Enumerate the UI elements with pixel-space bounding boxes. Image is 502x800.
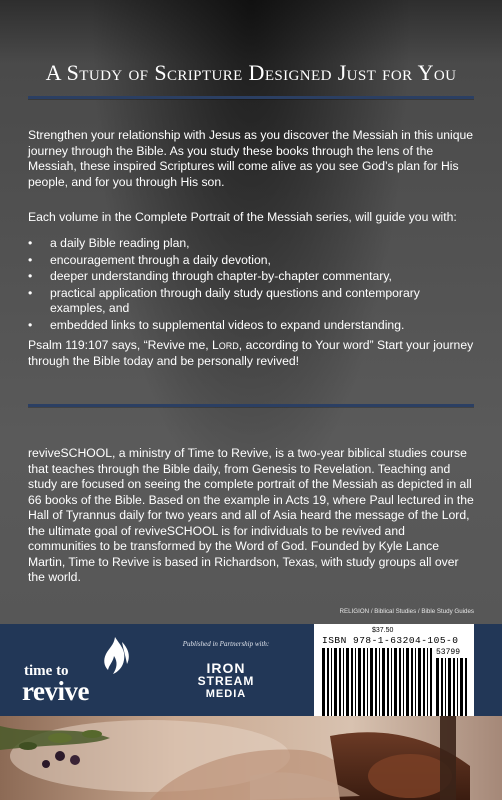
iron-stream-line-1: IRON <box>206 660 246 676</box>
bisac-category: RELIGION / Biblical Studies / Bible Study Guides <box>339 608 474 615</box>
feature-text: deeper understanding through chapter-by-chapter commentary, <box>50 269 392 283</box>
flame-icon <box>98 636 132 676</box>
feature-text: a daily Bible reading plan, <box>50 236 190 250</box>
iron-stream-line-2: STREAM <box>197 674 255 688</box>
bullet-icon: • <box>28 285 33 300</box>
psalm-paragraph <box>28 338 476 369</box>
feature-item <box>28 318 476 334</box>
cover-headline: A Study of Scripture Designed Just for You <box>45 60 457 85</box>
barcode-addon-label: 53799 <box>436 648 461 657</box>
bullet-icon: • <box>28 269 33 283</box>
partner-label: Published in Partnership with: <box>182 640 270 648</box>
volume-intro <box>28 210 476 226</box>
intro-paragraph <box>28 128 476 190</box>
isbn-label: ISBN 978-1-63204-105-0 <box>322 635 459 646</box>
time-to-revive-logo <box>22 636 142 706</box>
psalm-text <box>28 338 476 369</box>
feature-item <box>28 269 476 285</box>
feature-item <box>28 253 476 269</box>
volume-intro-text: Each volume in the Complete Portrait of the Messiah series, will guide you with: <box>28 210 457 224</box>
intro-text: Strengthen your relationship with Jesus as you discover the Messiah in this unique journey through the Bible. As you study these books through the lens of the Messiah, these inspired Scriptures will come alive as you see God’s plan for His people, and for you through His son. <box>28 128 474 189</box>
feature-text: embedded links to supplemental videos to expand understanding. <box>50 317 405 332</box>
logo-line-1: time to <box>24 663 69 679</box>
price-label: $37.50 <box>372 627 394 634</box>
psalm-before: Psalm 119:107 says, “Revive me, <box>28 338 213 352</box>
bullet-icon: • <box>28 317 33 332</box>
bullet-icon: • <box>28 236 33 250</box>
about-paragraph <box>28 446 476 586</box>
psalm-lord: Lord <box>212 338 239 352</box>
feature-text: practical application through daily study questions and contemporary examples, and <box>50 285 420 315</box>
feature-list <box>28 236 476 334</box>
cover-photo-strip <box>0 716 502 800</box>
about-text: reviveSCHOOL, a ministry of Time to Revive, is a two-year biblical studies course that teaches through the Bible daily, from Genesis to Revelation. Teaching and study are focused on seeing the complete portrait of the Messiah as depicted in all 66 books of the Bible. Based on the example in Acts 19, where Paul lectured in the Hall of Tyrannus daily for two years and all of Asia heard the message of the Lord, the ultimate goal of reviveSCHOOL is for individuals to be revived and communities to be transformed by the Word of God. Founded by Kyle Lance Martin, Time to Revive is based in Richardson, Texas, with study groups all over the world. <box>28 446 474 584</box>
bullet-icon: • <box>28 252 33 267</box>
barcode-addon-icon <box>436 658 468 722</box>
feature-item <box>28 286 476 317</box>
divider-middle <box>28 404 474 407</box>
divider-top <box>28 96 474 99</box>
iron-stream-line-3: MEDIA <box>205 688 247 700</box>
psalm-after: , according to Your word” Start your journey through the Bible today and be personally revived! <box>28 338 474 368</box>
barcode-icon <box>322 648 432 722</box>
partner-block <box>160 640 292 710</box>
feature-item <box>28 236 476 252</box>
logo-line-2: revive <box>22 676 89 706</box>
feature-text: encouragement through a daily devotion, <box>50 252 271 267</box>
